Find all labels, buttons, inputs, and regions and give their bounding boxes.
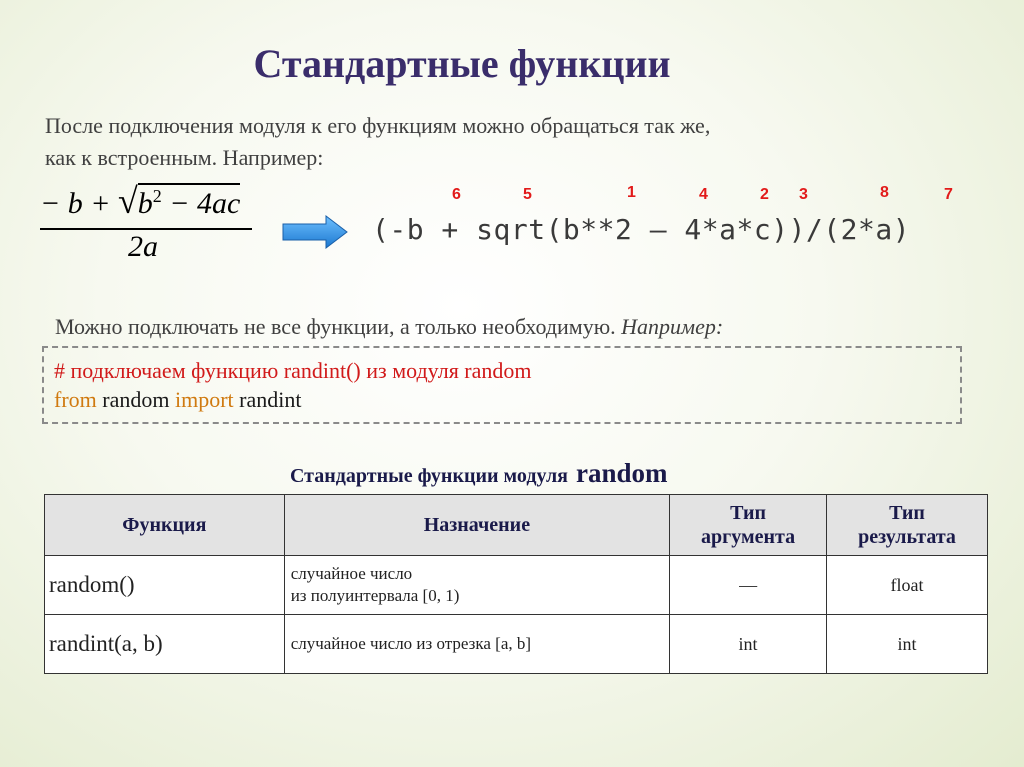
table-title-text: Стандартные функции модуля [290,465,568,487]
row-result-type: int [827,615,988,674]
row-description: случайное число из отрезка [a, b] [284,615,669,674]
order-number-6: 3 [799,186,808,203]
row-arg-type: — [670,556,827,615]
table-row [45,556,988,615]
header-function: Функция [45,495,285,556]
row-function: randint(a, b) [45,615,285,674]
note-text [55,314,723,340]
row-description-line-1: случайное число [290,564,413,583]
keyword-from: from [54,387,97,412]
order-number-1: 6 [452,186,461,203]
module-name: random [102,387,170,412]
radicand-b: b [137,187,153,220]
code-comment: # подключаем функцию randint() из модуля random [54,358,532,383]
intro-text [45,110,865,174]
row-description-line-2: из полуинтервала [0, 1) [290,586,460,605]
radicand [138,183,241,220]
table-row [45,615,988,674]
table-header-row [45,495,988,556]
code-example-box [42,346,962,424]
order-number-4: 4 [699,186,708,203]
order-number-2: 5 [523,186,532,203]
header-arg-type-text: Тип аргумента [701,502,796,548]
header-result-type-text: Тип результата [858,502,956,548]
row-arg-type: int [670,615,827,674]
slide-title: Стандартные функции [253,41,671,86]
note-main: Можно подключать не все функции, а только необходимую. [55,314,622,339]
quadratic-formula [40,180,252,270]
formula-denominator: 2a [128,230,158,263]
table-title-module: random [576,458,668,488]
keyword-import: import [174,387,234,412]
order-number-8: 7 [944,186,953,203]
row-function: random() [45,556,285,615]
sqrt-sign: √ [118,181,138,221]
formula-numerator [40,180,240,222]
row-description [284,556,669,615]
order-number-3: 1 [627,184,636,201]
header-result-type [827,495,988,556]
arrow-right-icon [282,215,348,249]
imported-name: randint [239,387,302,412]
table-title [290,458,668,489]
radicand-exponent: 2 [152,186,162,206]
import-line [54,385,950,414]
intro-line-1: После подключения модуля к его функциям можно обращаться так же, [45,113,711,138]
order-number-7: 8 [880,184,889,201]
row-result-type: float [827,556,988,615]
header-arg-type [670,495,827,556]
intro-line-2: как к встроенным. Например: [45,145,324,170]
formula-prefix: − b + [40,187,118,220]
radicand-rest: − 4ac [161,187,241,220]
order-number-5: 2 [760,186,769,203]
note-italic: Например: [621,314,724,339]
python-expression: (-b + sqrt(b**2 – 4*a*c))/(2*a) [372,213,911,246]
header-purpose: Назначение [284,495,669,556]
functions-table [44,494,988,674]
